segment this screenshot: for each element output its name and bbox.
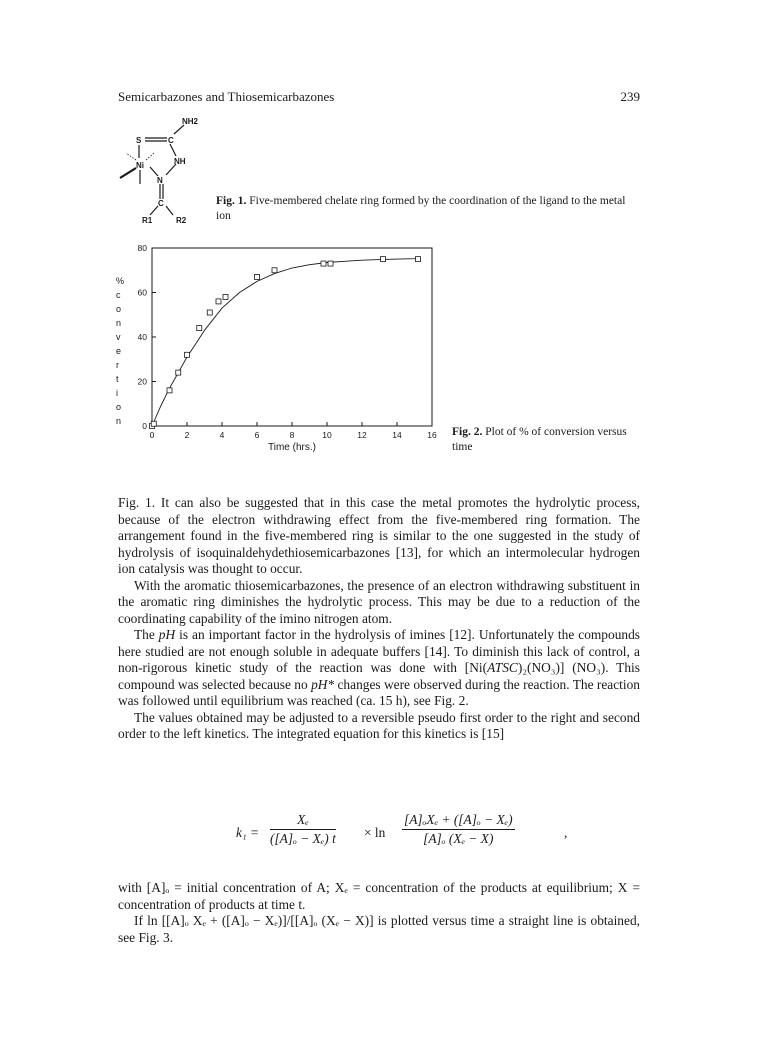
atom-c-top: C	[168, 136, 174, 145]
atom-s: S	[136, 136, 142, 145]
y-axis-label-char: i	[116, 388, 118, 398]
p3-atsc: ATSC	[487, 660, 518, 675]
data-point	[381, 257, 386, 262]
group-r1: R1	[142, 216, 153, 225]
x-tick-label: 10	[322, 430, 332, 440]
fraction-1-denominator: ([A]ₒ − Xₑ) t	[270, 831, 336, 846]
x-tick-label: 12	[357, 430, 367, 440]
data-point	[321, 261, 326, 266]
data-point	[216, 299, 221, 304]
x-tick-label: 16	[427, 430, 437, 440]
figure2-caption	[452, 425, 642, 455]
equation-lhs: k₁ =	[236, 825, 259, 840]
equation-times-ln: × ln	[364, 825, 386, 840]
data-point	[416, 257, 421, 262]
paragraph-6: If ln [[A]ₒ Xₑ + ([A]ₒ − Xₑ)]/[[A]ₒ (Xₑ − X)] is plotted versus time a straight line is obtained, see Fig. 3.	[118, 913, 640, 945]
y-tick-label: 40	[137, 332, 147, 342]
x-tick-label: 14	[392, 430, 402, 440]
p3-ph: pH	[158, 627, 176, 642]
figure1-caption-text: Five-membered chelate ring formed by the coordination of the ligand to the metal ion	[216, 195, 626, 222]
fitted-curve	[152, 259, 418, 427]
y-tick-label: 20	[137, 376, 147, 387]
y-axis-label-char: c	[116, 290, 121, 300]
y-axis-label-char: o	[116, 304, 122, 314]
data-point	[185, 352, 190, 357]
group-nh: NH	[174, 157, 186, 166]
equation-fraction-1	[270, 812, 336, 847]
axis-ticks	[138, 243, 437, 440]
data-point	[151, 421, 156, 426]
y-axis-label-char: v	[116, 332, 121, 342]
y-axis-label-char: n	[116, 318, 122, 328]
paragraph-4: The values obtained may be adjusted to a reversible pseudo first order to the right and second order to the left kinetics. The integrated equation for this kinetics is [15]	[118, 709, 640, 741]
body-text	[118, 495, 640, 743]
data-point	[207, 310, 212, 315]
kinetic-equation	[236, 812, 596, 852]
y-tick-label: 60	[137, 287, 147, 298]
data-points	[150, 257, 421, 429]
figure2-caption-label: Fig. 2.	[452, 426, 483, 438]
p3-b: is an important factor in the hydrolysis of imines [12]. Unfortunately the compounds here studied are not enough soluble in adequate buffers [14]. To diminish this lack of control, a non-rigorous kinetic study of the reaction was done with [Ni(	[118, 627, 640, 675]
equation-fraction-2	[402, 812, 515, 847]
fraction-2-denominator: [A]ₒ (Xₑ − X)	[423, 831, 494, 846]
fraction-1-numerator: Xₑ	[270, 812, 336, 830]
data-point	[223, 294, 228, 299]
fraction-2-numerator: [A]ₒXₑ + ([A]ₒ − Xₑ)	[402, 812, 515, 830]
y-axis-label-char: e	[116, 346, 122, 356]
p3-c: )₂(NO₃)] (NO₃). This compound was selected because no	[118, 660, 640, 692]
plot-frame	[152, 248, 432, 426]
atom-c-bottom: C	[158, 199, 164, 208]
atom-n: N	[157, 176, 163, 185]
p3-a: The	[134, 627, 159, 642]
chelate-ring-structure	[110, 112, 220, 228]
equation-comma: ,	[564, 825, 568, 840]
x-tick-label: 0	[149, 430, 155, 440]
x-tick-label: 4	[219, 430, 225, 440]
group-nh2: NH2	[182, 117, 199, 126]
y-axis-label-char: n	[116, 416, 122, 426]
y-axis-label-char: t	[116, 374, 119, 384]
body-text-2	[118, 880, 640, 946]
y-axis-label	[116, 276, 124, 426]
running-title: Semicarbazones and Thiosemicarbazones	[118, 89, 335, 104]
atom-ni: Ni	[136, 161, 144, 170]
paragraph-1: Fig. 1. It can also be suggested that in this case the metal promotes the hydrolytic process, because of the electron withdrawing effect from the five-membered ring formation. The arrangement found in the five-membered ring is similar to the one suggested in the study of hydrolysis of isoquinaldehydethiosemicarbazones [13], for which an intermolecular hydrogen ion catalysis was thought to occur.	[118, 495, 640, 576]
x-tick-label: 6	[254, 430, 260, 440]
y-tick-label: 0	[142, 421, 147, 431]
conversion-chart	[112, 238, 442, 463]
figure1-caption-label: Fig. 1.	[216, 195, 247, 207]
figure2-caption-text: Plot of % of conversion versus time	[452, 426, 627, 453]
running-head	[118, 89, 640, 105]
page-number: 239	[620, 89, 640, 104]
paragraph-2: With the aromatic thiosemicarbazones, the presence of an electron withdrawing substituent in the aromatic ring diminishes the hydrolytic process. This may be due to a reduction of the coordinating capability of the imino nitrogen atom.	[118, 577, 640, 626]
y-axis-label-char: o	[116, 402, 122, 412]
figure1-caption	[216, 194, 641, 224]
y-tick-label: 80	[137, 243, 147, 253]
data-point	[197, 326, 202, 331]
data-point	[255, 274, 260, 279]
p3-d: changes were observed during the reaction. The reaction was followed until equilibrium was reached (ca. 15 h), see Fig. 2.	[118, 676, 640, 708]
data-point	[167, 388, 172, 393]
x-axis-label: Time (hrs.)	[268, 442, 316, 453]
data-point	[328, 261, 333, 266]
data-point	[272, 268, 277, 273]
x-tick-label: 2	[184, 430, 190, 440]
paragraph-5: with [A]ₒ = initial concentration of A; Xₑ = concentration of the products at equilibrium; X = concentration of products at time t.	[118, 880, 640, 912]
group-r2: R2	[176, 216, 187, 225]
data-point	[176, 370, 181, 375]
p3-ph2: pH*	[311, 676, 335, 692]
x-tick-label: 8	[289, 430, 295, 440]
y-axis-label-char: r	[116, 360, 119, 370]
y-axis-label-char: %	[116, 276, 125, 286]
paragraph-3	[118, 627, 640, 710]
